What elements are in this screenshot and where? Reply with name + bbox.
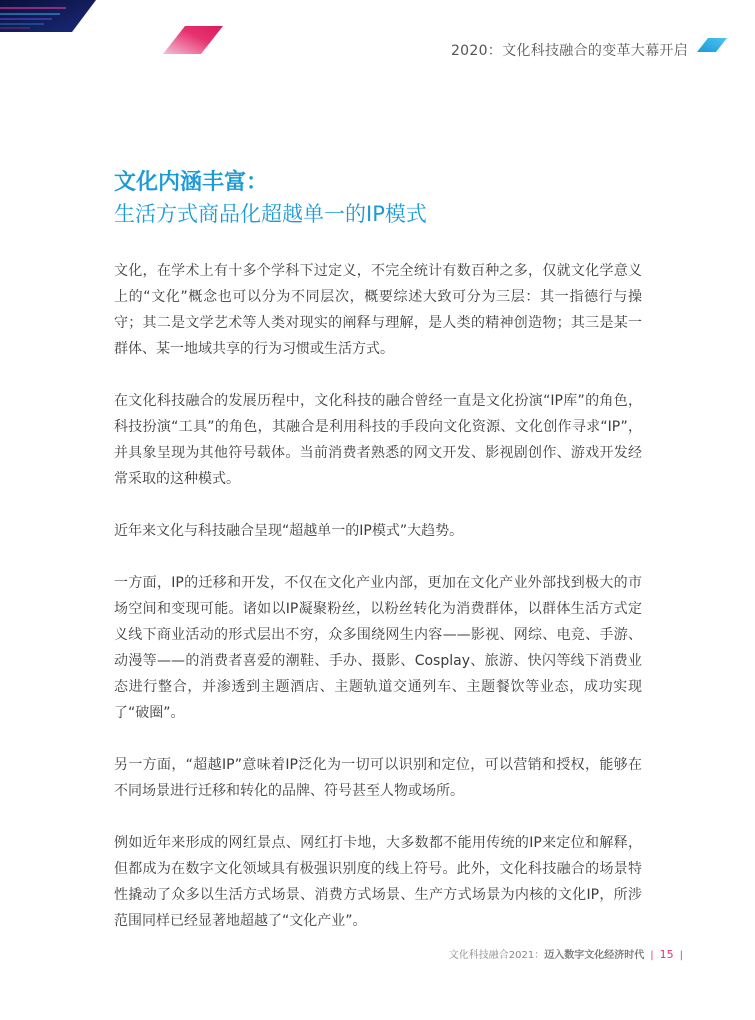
footer-publication: 文化科技融合2021： bbox=[448, 950, 545, 961]
footer-divider: | bbox=[679, 950, 683, 961]
heading-primary: 文化内涵丰富： bbox=[114, 170, 269, 195]
running-header-title: 2020：文化科技融合的变革大幕开启 bbox=[450, 43, 688, 59]
paragraph: 另一方面，“超越IP”意味着IP泛化为一切可以识别和定位，可以营销和授权，能够在不同场景进行迁移和转化的品牌、符号甚至人物或场所。 bbox=[114, 757, 642, 799]
pink-accent-shape bbox=[163, 26, 223, 54]
page-number: 15 bbox=[659, 948, 674, 961]
body-text bbox=[114, 258, 645, 961]
paragraph: 文化，在学术上有十多个学科下过定义，不完全统计有数百种之多，仅就文化学意义上的“文化”概念也可以分为不同层次，概要综述大致可分为三层：其一指德行与操守；其二是文学艺术等人类对现实的阐释与理解，是人类的精神创造物；其三是某一群体、某一地域共享的行为习惯或生活方式。 bbox=[114, 263, 642, 357]
paragraph: 近年来文化与科技融合呈现“超越单一的IP模式”大趋势。 bbox=[114, 523, 464, 539]
corner-decoration-graphic bbox=[0, 0, 100, 34]
blue-accent-shape bbox=[697, 38, 727, 52]
footer-publication-subtitle: 迈入数字文化经济时代 bbox=[544, 950, 645, 961]
footer-divider: | bbox=[650, 950, 654, 961]
paragraph: 在文化科技融合的发展历程中，文化科技的融合曾经一直是文化扮演“IP库”的角色，科技扮演“工具”的角色，其融合是利用科技的手段向文化资源、文化创作寻求“IP”，并具象呈现为其他符号载体。当前消费者熟悉的网文开发、影视剧创作、游戏开发经常采取的这种模式。 bbox=[114, 393, 642, 487]
paragraph: 例如近年来形成的网红景点、网红打卡地，大多数都不能用传统的IP来定位和解释，但都成为在数字文化领域具有极强识别度的线上符号。此外，文化科技融合的场景特性撬动了众多以生活方式场景、消费方式场景、生产方式场景为内核的文化IP，所涉范围同样已经显著地超越了“文化产业”。 bbox=[114, 835, 642, 929]
section-heading bbox=[114, 168, 674, 230]
page-footer bbox=[449, 946, 689, 961]
heading-secondary: 生活方式商品化超越单一的IP模式 bbox=[114, 202, 427, 226]
paragraph: 一方面，IP的迁移和开发，不仅在文化产业内部，更加在文化产业外部找到极大的市场空间和变现可能。诸如以IP凝聚粉丝，以粉丝转化为消费群体，以群体生活方式定义线下商业活动的形式层出不穷，众多围绕网生内容——影视、网综、电竞、手游、动漫等——的消费者喜爱的潮鞋、手办、摄影、Cosplay、旅游、快闪等线下消费业态进行整合，并渗透到主题酒店、主题轨道交通列车、主题餐饮等业态，成功实现了“破圈”。 bbox=[114, 575, 642, 721]
